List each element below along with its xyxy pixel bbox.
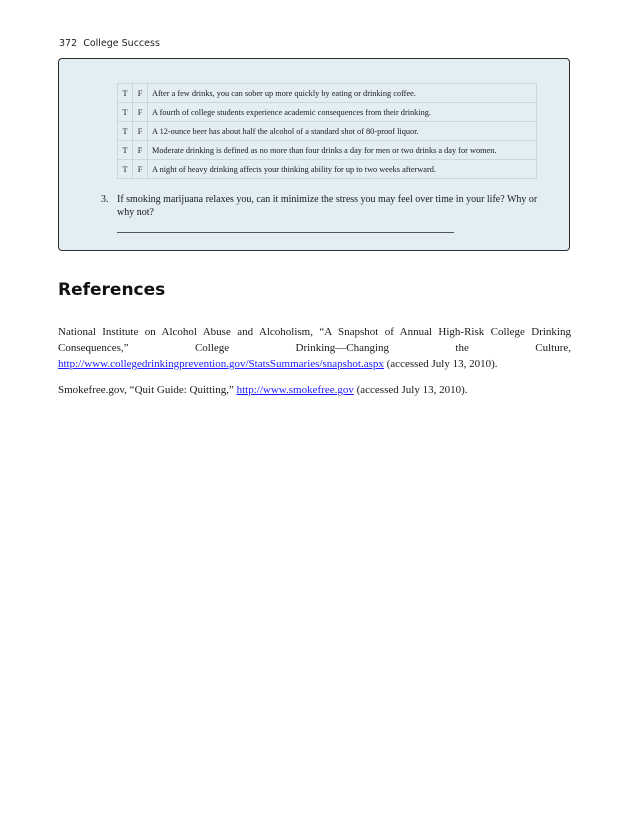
true-option[interactable]: T xyxy=(118,141,133,160)
table-row xyxy=(118,122,537,141)
true-option[interactable]: T xyxy=(118,103,133,122)
table-row xyxy=(118,141,537,160)
reference-link[interactable]: http://www.collegedrinkingprevention.gov/StatsSummaries/snapshot.aspx xyxy=(58,358,384,370)
reference-item xyxy=(58,324,571,372)
reference-text: Smokefree.gov, “Quit Guide: Quitting,” xyxy=(58,384,237,396)
table-row xyxy=(118,103,537,122)
true-false-table xyxy=(117,83,537,179)
false-option[interactable]: F xyxy=(133,160,148,179)
statement: A 12-ounce beer has about half the alcohol of a standard shot of 80-proof liquor. xyxy=(148,122,537,141)
statement: A fourth of college students experience academic consequences from their drinking. xyxy=(148,103,537,122)
statement: A night of heavy drinking affects your thinking ability for up to two weeks afterward. xyxy=(148,160,537,179)
reference-suffix: (accessed July 13, 2010). xyxy=(353,384,468,396)
reference-item xyxy=(58,382,571,398)
answer-line[interactable] xyxy=(117,232,454,233)
book-title: College Success xyxy=(83,38,160,49)
question-text: If smoking marijuana relaxes you, can it minimize the stress you may feel over time in your life? Why or why not? xyxy=(117,194,538,218)
false-option[interactable]: F xyxy=(133,103,148,122)
reference-link[interactable]: http://www.smokefree.gov xyxy=(236,384,354,396)
false-option[interactable]: F xyxy=(133,84,148,103)
references-heading: References xyxy=(58,280,166,300)
false-option[interactable]: F xyxy=(133,122,148,141)
false-option[interactable]: F xyxy=(133,141,148,160)
table-row xyxy=(118,84,537,103)
true-option[interactable]: T xyxy=(118,122,133,141)
true-option[interactable]: T xyxy=(118,84,133,103)
statement: After a few drinks, you can sober up more quickly by eating or drinking coffee. xyxy=(148,84,537,103)
question-number: 3. xyxy=(101,194,109,205)
reference-text: National Institute on Alcohol Abuse and Alcoholism, “A Snapshot of Annual High-Risk College Drinking Consequences,” College Drinking—Changing the Culture, xyxy=(58,326,571,354)
true-option[interactable]: T xyxy=(118,160,133,179)
table-row xyxy=(118,160,537,179)
question-3 xyxy=(101,194,551,219)
running-head xyxy=(59,38,160,49)
statement: Moderate drinking is defined as no more than four drinks a day for men or two drinks a day for women. xyxy=(148,141,537,160)
reference-suffix: (accessed July 13, 2010). xyxy=(383,358,498,370)
exercise-box xyxy=(58,58,570,251)
page-number: 372 xyxy=(59,38,78,49)
